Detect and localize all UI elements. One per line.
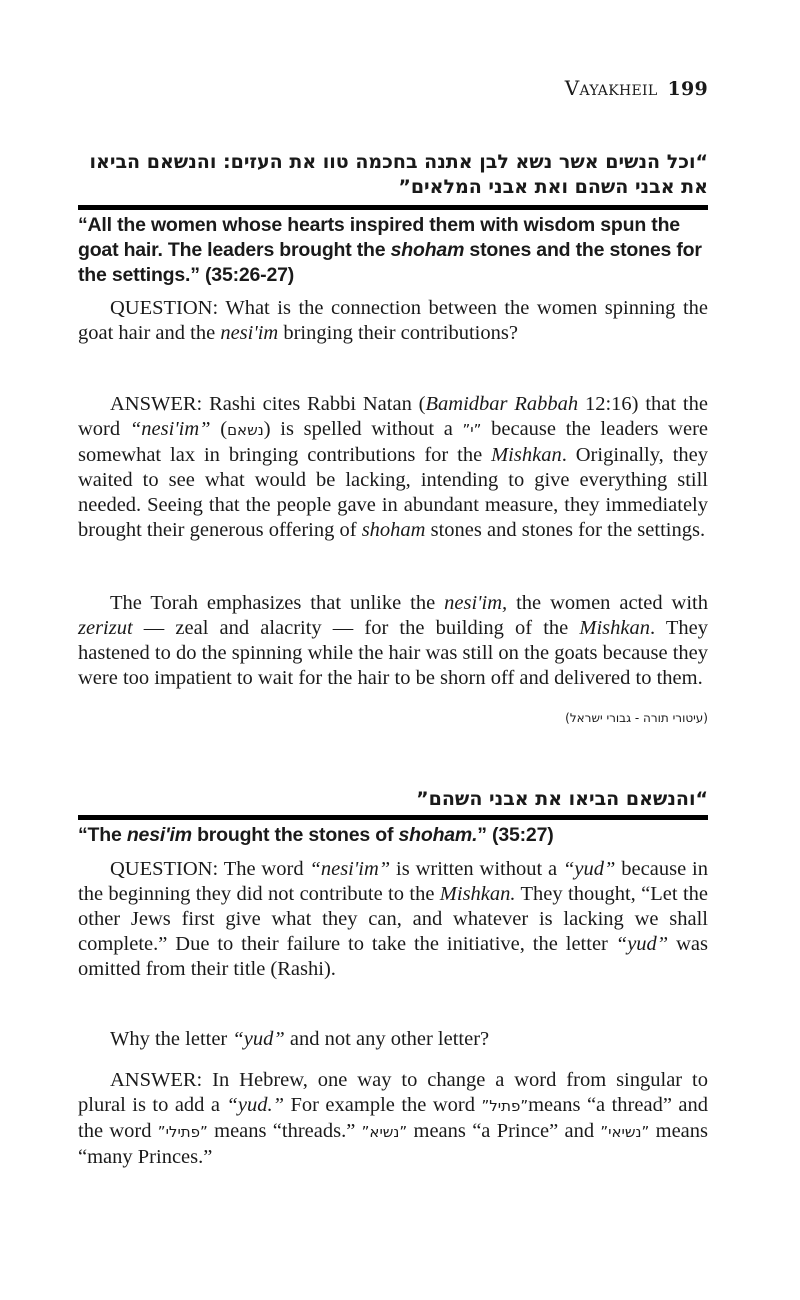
hebrew-inline-text: ”נשיאי” <box>600 1123 650 1141</box>
text: . Originally, they waited to see what would be lacking, intending to give everything still needed. Seeing that the people gave in abundant measure, they immediately brought their generous offering of <box>78 444 708 541</box>
italic-text: zerizut <box>78 617 133 639</box>
heading-text: stones and the stones for the settings.” (35:26-27) <box>78 239 702 286</box>
heading-text: “All the women whose hearts inspired them with wisdom spun the goat hair. The leaders brought the <box>78 214 680 261</box>
running-head <box>565 76 708 100</box>
text: and not any other letter? <box>284 1028 490 1050</box>
text: ) is spelled without a <box>263 418 463 440</box>
hebrew-inline-text: ”פתילי” <box>157 1123 208 1141</box>
section2-answer <box>78 1068 708 1170</box>
text: was omitted from their title (Rashi). <box>78 933 708 980</box>
italic-text: Mishkan <box>579 617 650 639</box>
italic-text: “yud.” <box>226 1094 285 1116</box>
text: 12:16) that the word <box>78 393 708 440</box>
italic-text: Mishkan. <box>439 883 516 905</box>
hebrew-inline-text: ”נשיא” <box>361 1123 408 1141</box>
section2-question <box>78 857 708 982</box>
section1-question <box>78 296 708 346</box>
text: bringing their contributions? <box>278 322 518 344</box>
italic-text: “yud” <box>563 858 616 880</box>
italic-text: “nesi'im” <box>129 418 211 440</box>
text: the women acted with <box>507 592 708 614</box>
section1-answer <box>78 392 708 543</box>
hebrew-inline-text: ”פתיל” <box>481 1097 529 1115</box>
italic-text: “yud” <box>232 1028 285 1050</box>
text: QUESTION: The word <box>110 858 310 880</box>
heading-text: brought the stones of <box>191 824 399 846</box>
text: The Torah emphasizes that unlike the <box>110 592 445 614</box>
text: — zeal and alacrity — for the building of the <box>132 617 580 639</box>
section1-source-citation: (עיטורי תורה - גבורי ישראל) <box>565 711 708 725</box>
section1-heading-rule <box>78 205 708 210</box>
italic-text: Bamidbar Rabbah <box>425 393 579 415</box>
running-head-title: Vayakheil <box>564 76 658 100</box>
text: because the leaders were somewhat lax in bringing contributions for the <box>78 418 709 466</box>
text: For example the word <box>284 1094 482 1116</box>
text: ANSWER: Rashi cites Rabbi Natan ( <box>110 393 426 415</box>
text: Why the letter <box>110 1028 233 1050</box>
italic-text: shoham <box>361 519 426 541</box>
hebrew-inline-text: נשאם <box>227 421 264 439</box>
heading-italic-text: shoham <box>390 239 465 261</box>
hebrew-inline-text: ”י” <box>462 421 482 439</box>
text: is written without a <box>390 858 564 880</box>
text: means “a Prince” and <box>407 1120 601 1142</box>
text: They thought, “Let the other Jews first give what they can, and whatever is lacking we shall complete.” Due to their failure to take the initiative, the letter <box>78 883 708 955</box>
heading-italic-text: nesi'im <box>126 824 192 846</box>
italic-text: “nesi'im” <box>309 858 391 880</box>
section2-english-heading <box>78 823 708 848</box>
text: ( <box>210 418 228 440</box>
italic-text: nesi'im, <box>444 592 508 614</box>
section1-torah-paragraph <box>78 591 708 691</box>
page-number: 199 <box>667 78 708 100</box>
section2-heading-rule <box>78 815 708 820</box>
text: QUESTION: What is the connection between the women spinning the goat hair and the <box>78 297 708 344</box>
italic-text: Mishkan <box>491 444 562 466</box>
section2-hebrew-heading: “והנשאם הביאו את אבני השהם” <box>416 788 708 810</box>
section2-why-question <box>78 1027 708 1052</box>
heading-text: ” (35:27) <box>477 824 554 846</box>
section1-hebrew-heading: “וכל הנשים אשר נשא לבן אתנה בחכמה טוו את העזים: והנשאם הביאו את אבני השהם ואת אבני המלאים” <box>89 151 708 198</box>
text: stones and stones for the settings. <box>425 519 706 541</box>
section1-english-heading <box>78 213 708 288</box>
italic-text: nesi'im <box>220 322 279 344</box>
text: means “many Princes.” <box>78 1120 708 1168</box>
italic-text: “yud” <box>615 933 669 955</box>
heading-text: “The <box>78 824 127 846</box>
heading-italic-text: shoham. <box>398 824 478 846</box>
text: because in the beginning they did not contribute to the <box>78 858 709 905</box>
text: means “threads.” <box>207 1120 362 1142</box>
text: . They hastened to do the spinning while the hair was still on the goats because they were too impatient to wait for the hair to be shorn off and delivered to them. <box>78 617 708 689</box>
text: means “a thread” and the word <box>78 1094 708 1142</box>
text: ANSWER: In Hebrew, one way to change a word from singular to plural is to add a <box>78 1069 708 1116</box>
